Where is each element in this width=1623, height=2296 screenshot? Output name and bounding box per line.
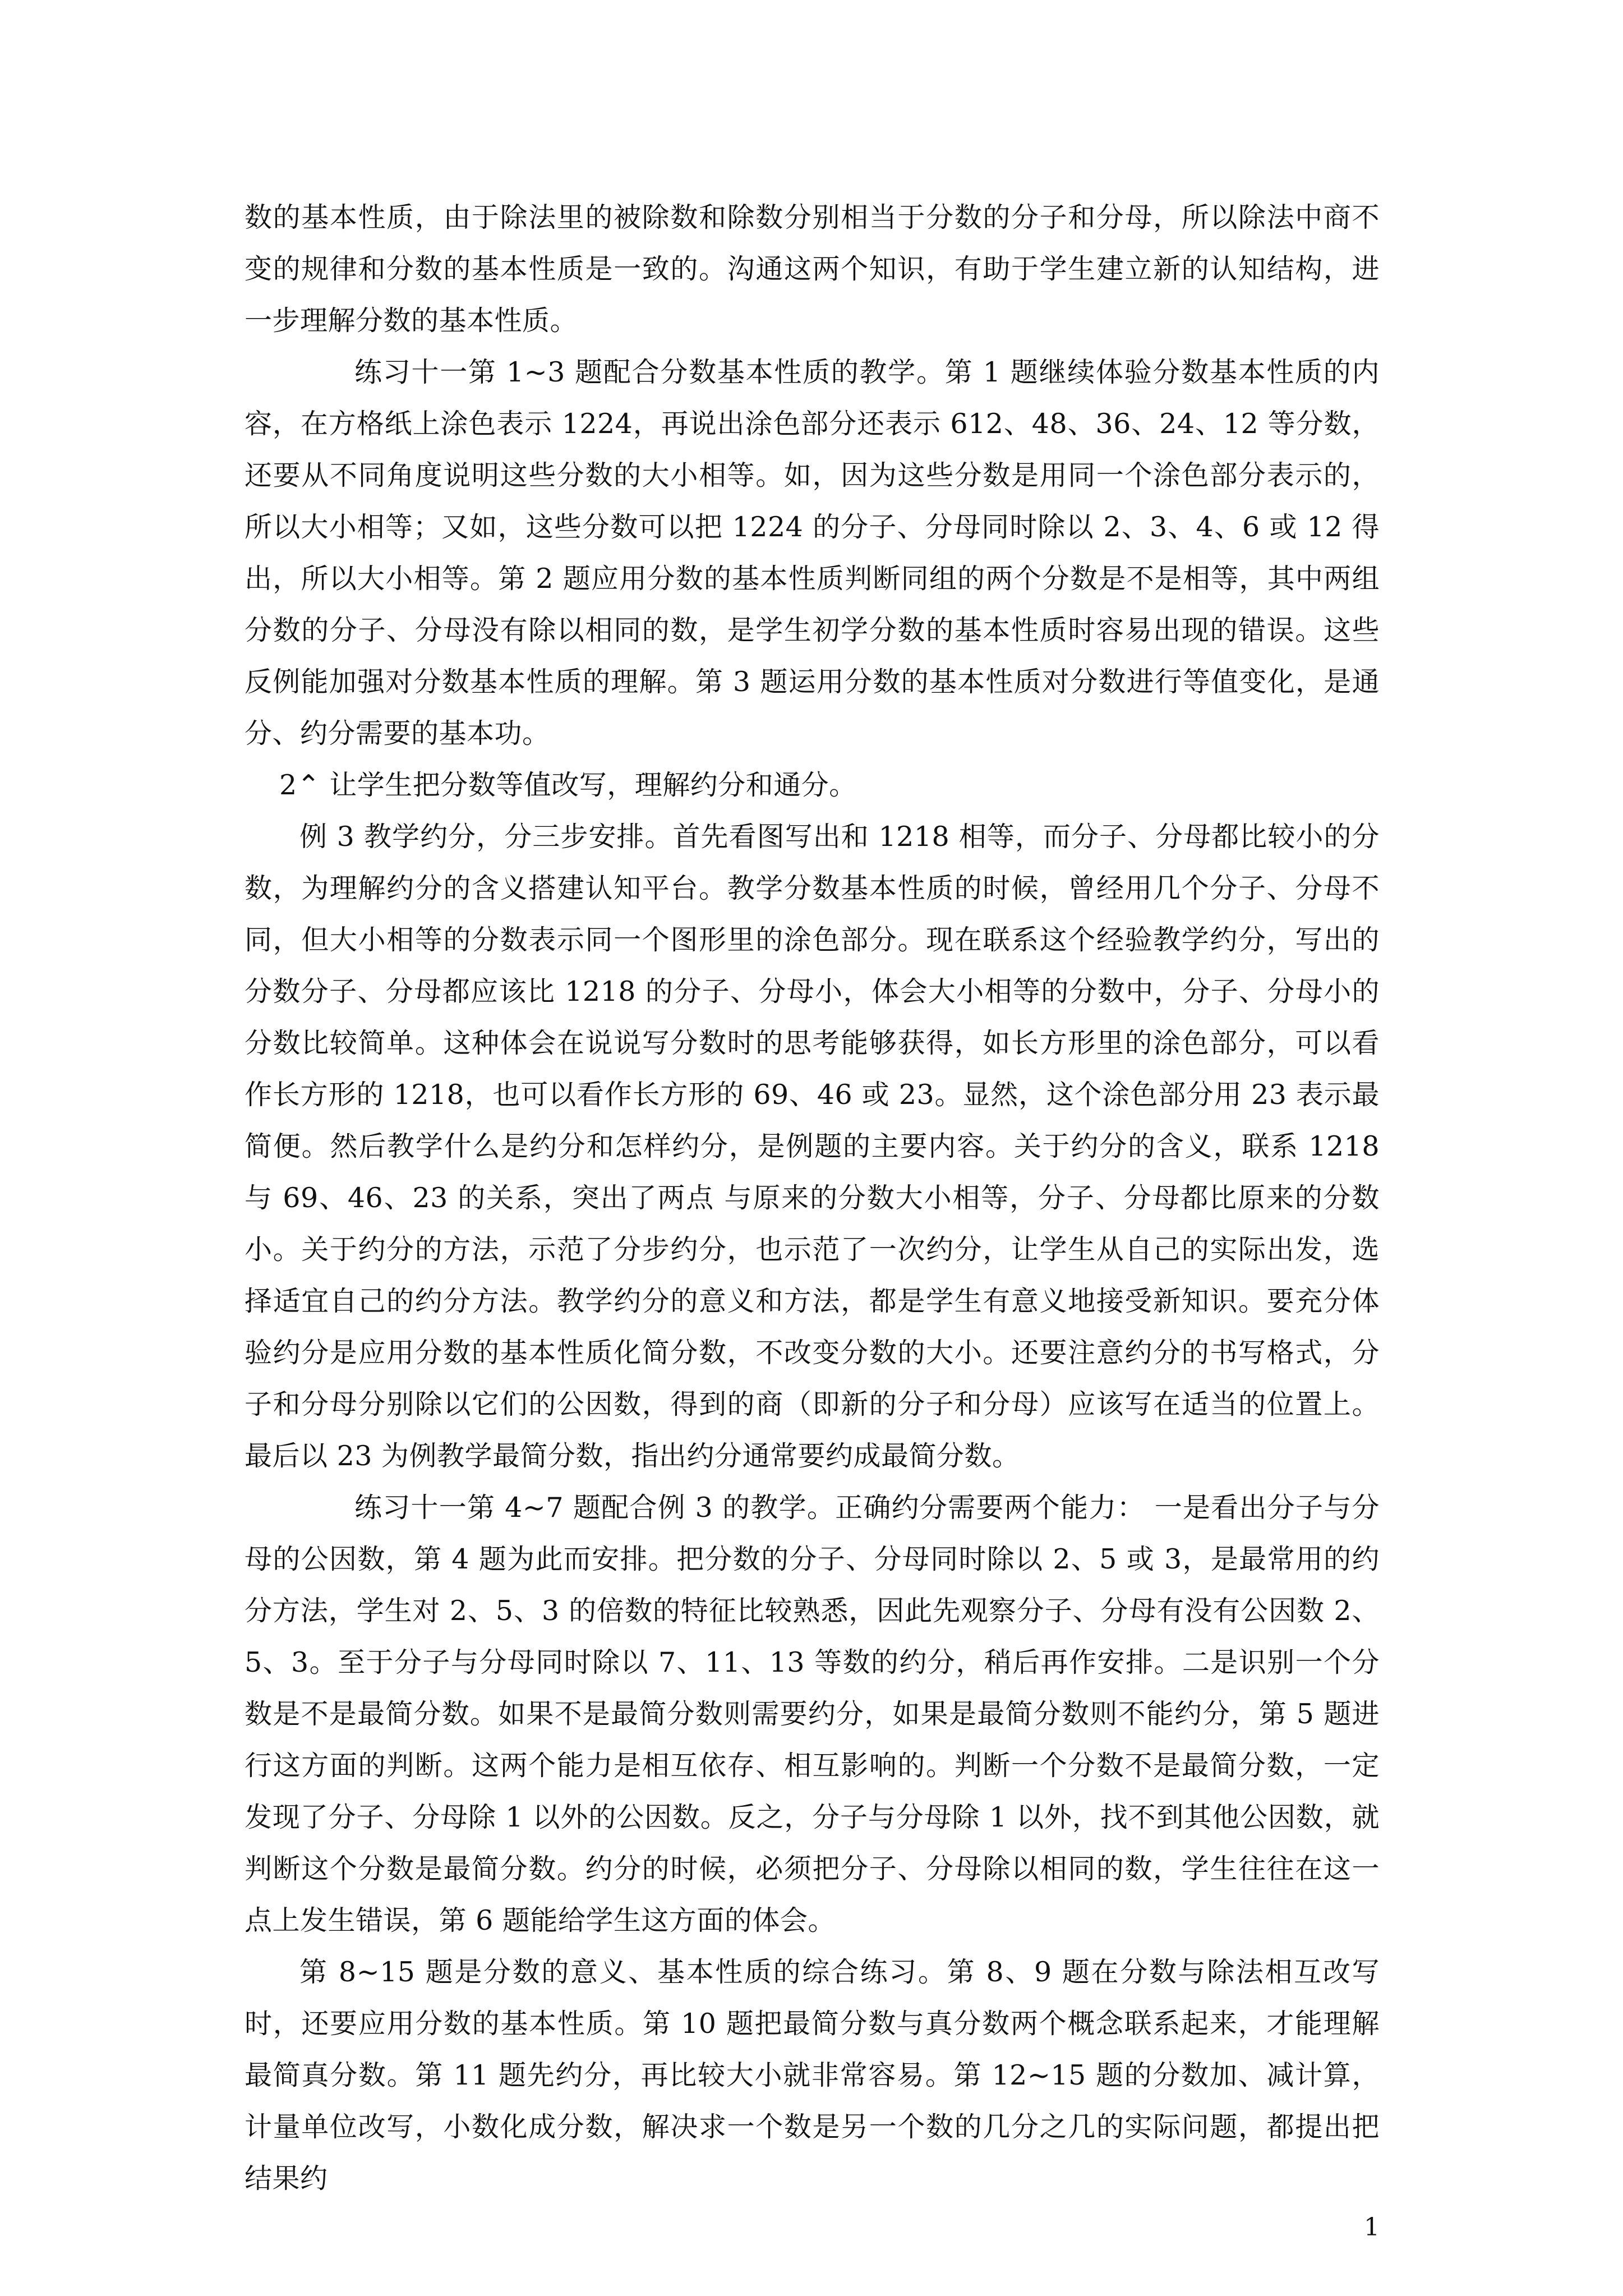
paragraph-4: 例 3 教学约分，分三步安排。首先看图写出和 1218 相等，而分子、分母都比较小的分数，为理解约分的含义搭建认知平台。教学分数基本性质的时候，曾经用几个分子、分母不同，但大小相等的分数表示同一个图形里的涂色部分。现在联系这个经验教学约分，写出的分数分子、分母都应该比 1218 的分子、分母小，体会大小相等的分数中，分子、分母小的分数比较简单。这种体会在说说写分数时的思考能够获得，如长方形里的涂色部分，可以看作长方形的 1218，也可以看作长方形的 69、46 或 23。显然，这个涂色部分用 23 表示最简便。然后教学什么是约分和怎样约分，是例题的主要内容。关于约分的含义，联系 1218 与 69、46、23 的关系，突出了两点 与原来的分数大小相等，分子、分母都比原来的分数小。关于约分的方法，示范了分步约分，也示范了一次约分，让学生从自己的实际出发，选择适宜自己的约分方法。教学约分的意义和方法，都是学生有意义地接受新知识。要充分体验约分是应用分数的基本性质化简分数，不改变分数的大小。还要注意约分的书写格式，分子和分母分别除以它们的公因数，得到的商（即新的分子和分母）应该写在适当的位置上。最后以 23 为例教学最简分数，指出约分通常要约成最简分数。 <box>245 821 1380 1472</box>
page-number: 1 <box>1364 2213 1380 2242</box>
paragraph-5: 练习十一第 4~7 题配合例 3 的教学。正确约分需要两个能力： 一是看出分子与分母的公因数，第 4 题为此而安排。把分数的分子、分母同时除以 2、5 或 3，是最常用的约分方法，学生对 2、5、3 的倍数的特征比较熟悉，因此先观察分子、分母有没有公因数 2、5、3。至于分子与分母同时除以 7、11、13 等数的约分，稍后再作安排。二是识别一个分数是不是最简分数。如果不是最简分数则需要约分，如果是最简分数则不能约分，第 5 题进行这方面的判断。这两个能力是相互依存、相互影响的。判断一个分数不是最简分数，一定发现了分子、分母除 1 以外的公因数。反之，分子与分母除 1 以外，找不到其他公因数，就判断这个分数是最简分数。约分的时候，必须把分子、分母除以相同的数，学生往往在这一点上发生错误，第 6 题能给学生这方面的体会。 <box>245 1492 1380 1936</box>
paragraph-2: 练习十一第 1~3 题配合分数基本性质的教学。第 1 题继续体验分数基本性质的内容，在方格纸上涂色表示 1224，再说出涂色部分还表示 612、48、36、24、12 等分数，还要从不同角度说明这些分数的大小相等。如，因为这些分数是用同一个涂色部分表示的，所以大小相等；又如，这些分数可以把 1224 的分子、分母同时除以 2、3、4、6 或 12 得出，所以大小相等。第 2 题应用分数的基本性质判断同组的两个分数是不是相等，其中两组分数的分子、分母没有除以相同的数，是学生初学分数的基本性质时容易出现的错误。这些反例能加强对分数基本性质的理解。第 3 题运用分数的基本性质对分数进行等值变化，是通分、约分需要的基本功。 <box>245 356 1380 749</box>
paragraph-6: 第 8~15 题是分数的意义、基本性质的综合练习。第 8、9 题在分数与除法相互改写时，还要应用分数的基本性质。第 10 题把最简分数与真分数两个概念联系起来，才能理解最简真分数。第 11 题先约分，再比较大小就非常容易。第 12~15 题的分数加、减计算，计量单位改写，小数化成分数，解决求一个数是另一个数的几分之几的实际问题，都提出把结果约 <box>245 1956 1380 2194</box>
paragraph-1: 数的基本性质，由于除法里的被除数和除数分别相当于分数的分子和分母，所以除法中商不变的规律和分数的基本性质是一致的。沟通这两个知识，有助于学生建立新的认知结构，进一步理解分数的基本性质。 <box>245 201 1380 337</box>
body-text <box>245 192 1380 2205</box>
paragraph-3: 2⌃ 让学生把分数等值改写，理解约分和通分。 <box>279 769 857 801</box>
